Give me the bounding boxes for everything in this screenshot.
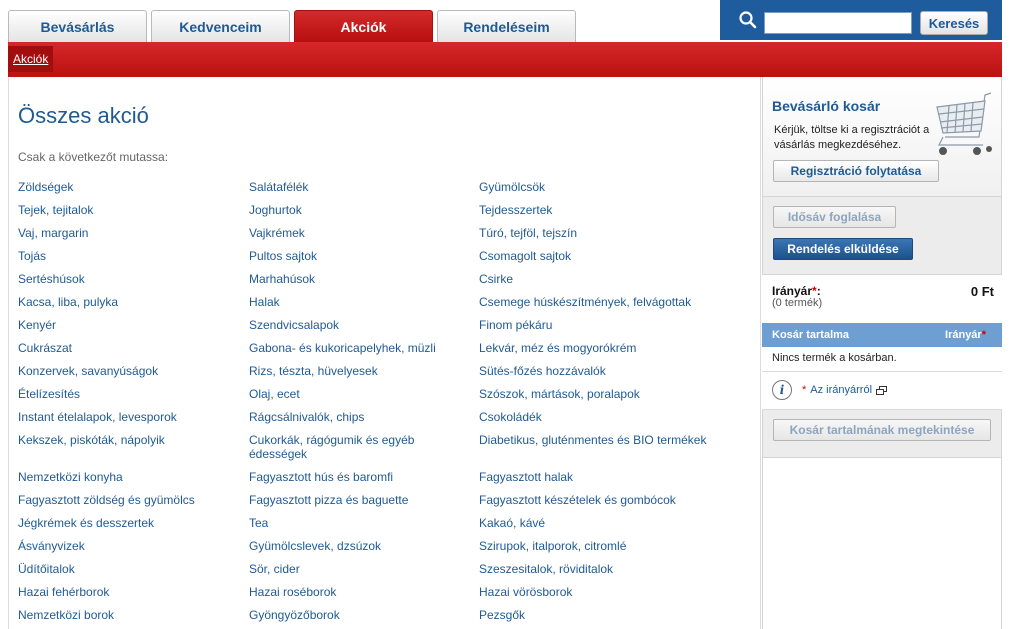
cart-sidebar [762, 77, 1002, 629]
category-link[interactable]: Kacsa, liba, pulyka [18, 295, 119, 309]
category-link[interactable]: Túró, tejföl, tejszín [479, 226, 578, 240]
category-link[interactable]: Szeszesitalok, röviditalok [479, 562, 614, 576]
category-link[interactable]: Sütés-főzés hozzávalók [479, 364, 606, 378]
price-info-link[interactable]: Az irányárról [810, 384, 873, 396]
category-link[interactable]: Konzervek, savanyúságok [18, 364, 159, 378]
book-slot-button[interactable]: Idősáv foglalása [773, 206, 896, 228]
tab-favourites[interactable]: Kedvenceim [151, 10, 290, 42]
category-link[interactable]: Hazai fehérborok [18, 585, 110, 599]
shopping-cart-icon [929, 87, 997, 159]
category-link[interactable]: Szirupok, italporok, citromlé [479, 539, 627, 553]
price-label: Irányár*: [772, 284, 821, 298]
category-link[interactable]: Instant ételalapok, levesporok [18, 410, 177, 424]
search-bar [720, 0, 1002, 40]
category-link[interactable]: Szendvicsalapok [249, 318, 340, 332]
popup-window-icon [876, 386, 887, 395]
category-link[interactable]: Csirke [479, 272, 514, 286]
category-link[interactable]: Finom pékáru [479, 318, 553, 332]
cart-contents-label: Kosár tartalma [772, 329, 850, 341]
category-link[interactable]: Cukorkák, rágógumik és egyéb édességek [249, 433, 415, 461]
empty-cart-message: Nincs termék a kosárban. [772, 352, 897, 364]
cart-panel [762, 77, 1002, 197]
category-link[interactable]: Ételízesítés [18, 387, 81, 401]
continue-registration-button[interactable]: Regisztráció folytatása [773, 160, 939, 182]
category-link[interactable]: Kakaó, kávé [479, 516, 546, 530]
tab-orders[interactable]: Rendeléseim [437, 10, 576, 42]
item-count: (0 termék) [772, 297, 823, 309]
category-link[interactable]: Üdítőitalok [18, 562, 75, 576]
category-link[interactable]: Gyümölcsök [479, 180, 546, 194]
category-link[interactable]: Szószok, mártások, poralapok [479, 387, 640, 401]
category-link[interactable]: Fagyasztott pizza és baguette [249, 493, 409, 507]
category-link[interactable]: Hazai roséborok [249, 585, 337, 599]
category-link[interactable]: Fagyasztott zöldség és gyümölcs [18, 493, 195, 507]
category-link[interactable]: Olaj, ecet [249, 387, 300, 401]
price-column-label: Irányár* [945, 329, 986, 341]
order-actions [762, 197, 1002, 275]
cart-contents-header [762, 323, 1002, 347]
category-link[interactable]: Fagyasztott halak [479, 470, 574, 484]
page-title: Összes akció [18, 103, 149, 128]
category-link[interactable]: Salátafélék [249, 180, 309, 194]
price-info-row [772, 379, 887, 401]
category-link[interactable]: Csomagolt sajtok [479, 249, 572, 263]
filter-label: Csak a következőt mutassa: [18, 150, 169, 164]
category-link[interactable]: Nemzetközi konyha [18, 470, 123, 484]
category-link[interactable]: Csokoládék [479, 410, 542, 424]
category-link[interactable]: Tejdesszertek [479, 203, 553, 217]
view-cart-panel [762, 410, 1002, 457]
category-link[interactable]: Kekszek, piskóták, nápolyik [18, 433, 165, 447]
search-icon [738, 10, 758, 30]
category-link[interactable]: Diabetikus, gluténmentes és BIO termékek [479, 433, 707, 447]
category-link[interactable]: Zöldségek [18, 180, 74, 194]
cart-title: Bevásárló kosár [772, 98, 881, 114]
category-link[interactable]: Ásványvizek [18, 539, 85, 553]
search-input[interactable] [764, 12, 912, 34]
category-link[interactable]: Rizs, tészta, hüvelyesek [249, 364, 378, 378]
breadcrumb-offers[interactable]: Akciók [8, 46, 53, 72]
view-cart-button[interactable]: Kosár tartalmának megtekintése [773, 419, 991, 441]
search-button[interactable]: Keresés [920, 11, 988, 35]
tab-shopping[interactable]: Bevásárlás [8, 10, 147, 42]
main-content [8, 77, 761, 629]
section-bar [8, 42, 1002, 77]
category-link[interactable]: Pultos sajtok [249, 249, 318, 263]
category-link[interactable]: Fagyasztott készételek és gombócok [479, 493, 676, 507]
sidebar-footer [762, 457, 1002, 629]
category-link[interactable]: Sör, cider [249, 562, 300, 576]
category-link[interactable]: Tojás [18, 249, 47, 263]
category-link[interactable]: Csemege húskészítmények, felvágottak [479, 295, 692, 309]
category-link[interactable]: Gyöngyözőborok [249, 608, 340, 622]
category-link[interactable]: Halak [249, 295, 280, 309]
cart-message: Kérjük, töltse ki a regisztrációt a vásárlás megkezdéséhez. [774, 124, 930, 151]
tab-offers[interactable]: Akciók [294, 10, 433, 42]
category-link[interactable]: Gyümölcslevek, dzsúzok [249, 539, 382, 553]
price-value: 0 Ft [970, 284, 994, 299]
category-link[interactable]: Vaj, margarin [18, 226, 89, 240]
category-link[interactable]: Vajkrémek [249, 226, 305, 240]
category-link[interactable]: Marhahúsok [249, 272, 316, 286]
category-link[interactable]: Joghurtok [249, 203, 302, 217]
category-link[interactable]: Tejek, tejitalok [18, 203, 94, 217]
category-link[interactable]: Cukrászat [18, 341, 73, 355]
info-star: * [802, 384, 807, 396]
category-link[interactable]: Hazai vörösborok [479, 585, 573, 599]
category-link[interactable]: Kenyér [18, 318, 57, 332]
category-link[interactable]: Fagyasztott hús és baromfi [249, 470, 394, 484]
category-link[interactable]: Gabona- és kukoricapelyhek, müzli [249, 341, 436, 355]
main-tabs [8, 10, 580, 42]
send-order-button[interactable]: Rendelés elküldése [773, 238, 913, 260]
category-link[interactable]: Sertéshúsok [18, 272, 85, 286]
price-summary [762, 275, 1002, 323]
category-link[interactable]: Lekvár, méz és mogyorókrém [479, 341, 637, 355]
category-link[interactable]: Rágcsálnivalók, chips [249, 410, 365, 424]
category-link[interactable]: Tea [249, 516, 269, 530]
divider [762, 371, 1002, 372]
category-link[interactable]: Pezsgők [479, 608, 526, 622]
info-icon: i [772, 380, 792, 400]
category-link[interactable]: Nemzetközi borok [18, 608, 115, 622]
category-link[interactable]: Jégkrémek és desszertek [18, 516, 155, 530]
